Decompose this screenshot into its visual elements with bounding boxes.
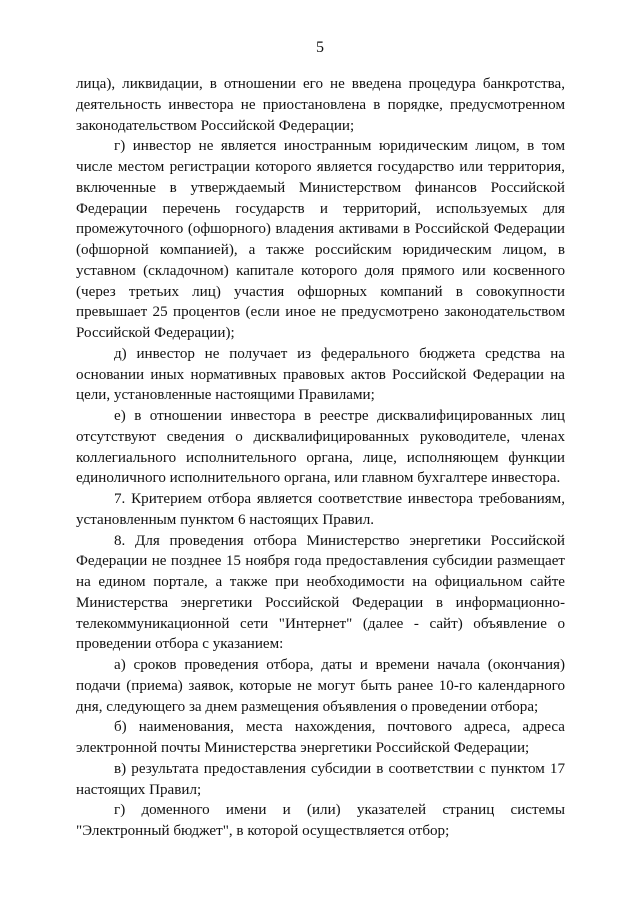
paragraph-item-g-offshore: г) инвестор не является иностранным юридическим лицом, в том числе местом регистрации которого является государство или территория, включенные в утверждаемый Министерством финансов Российской Федерации перечень государств и территорий, используемых для промежуточного (офшорного) владения активами в Российской Федерации (офшорной компанией), а также российским юридическим лицом, в уставном (складочном) капитале которого доля прямого или косвенного (через третьих лиц) участия офшорных компаний в совокупности превышает 25 процентов (если иное не предусмотрено законодательством Российской Федерации); bbox=[76, 138, 565, 341]
paragraph-point-8: 8. Для проведения отбора Министерство энергетики Российской Федерации не позднее 15 ноября года предоставления субсидии размещает на едином портале, а также при необходимости на официальном сайте Министерства энергетики Российской Федерации в информационно-телекоммуникационной сети "Интернет" (далее - сайт) объявление о проведении отбора с указанием: bbox=[76, 532, 565, 653]
paragraph-item-v-result: в) результата предоставления субсидии в соответствии с пунктом 17 настоящих Правил; bbox=[76, 760, 565, 798]
document-body bbox=[76, 74, 565, 842]
page-number: 5 bbox=[316, 39, 324, 56]
paragraph-item-b-contacts: б) наименования, места нахождения, почтового адреса, адреса электронной почты Министерства энергетики Российской Федерации; bbox=[76, 719, 565, 756]
paragraph-item-g-domain: г) доменного имени и (или) указателей страниц системы "Электронный бюджет", в которой осуществляется отбор; bbox=[76, 802, 565, 839]
paragraph-item-d-federal-budget: д) инвестор не получает из федерального бюджета средства на основании иных нормативных правовых актов Российской Федерации на цели, установленные настоящими Правилами; bbox=[76, 345, 565, 404]
paragraph-point-7: 7. Критерием отбора является соответствие инвестора требованиям, установленным пунктом 6 настоящих Правил. bbox=[76, 491, 565, 528]
paragraph-item-a-deadlines: а) сроков проведения отбора, даты и времени начала (окончания) подачи (приема) заявок, которые не могут быть ранее 10-го календарного дня, следующего за днем размещения объявления о проведении отбора; bbox=[76, 657, 565, 715]
paragraph-item-e-disqualified: е) в отношении инвестора в реестре дисквалифицированных лиц отсутствуют сведения о дисквалифицированных руководителе, членах коллегиального исполнительного органа, лице, исполняющем функции единоличного исполнительного органа, или главном бухгалтере инвестора. bbox=[76, 408, 565, 487]
paragraph-continuation: лица), ликвидации, в отношении его не введена процедура банкротства, деятельность инвестора не приостановлена в порядке, предусмотренном законодательством Российской Федерации; bbox=[76, 76, 565, 134]
